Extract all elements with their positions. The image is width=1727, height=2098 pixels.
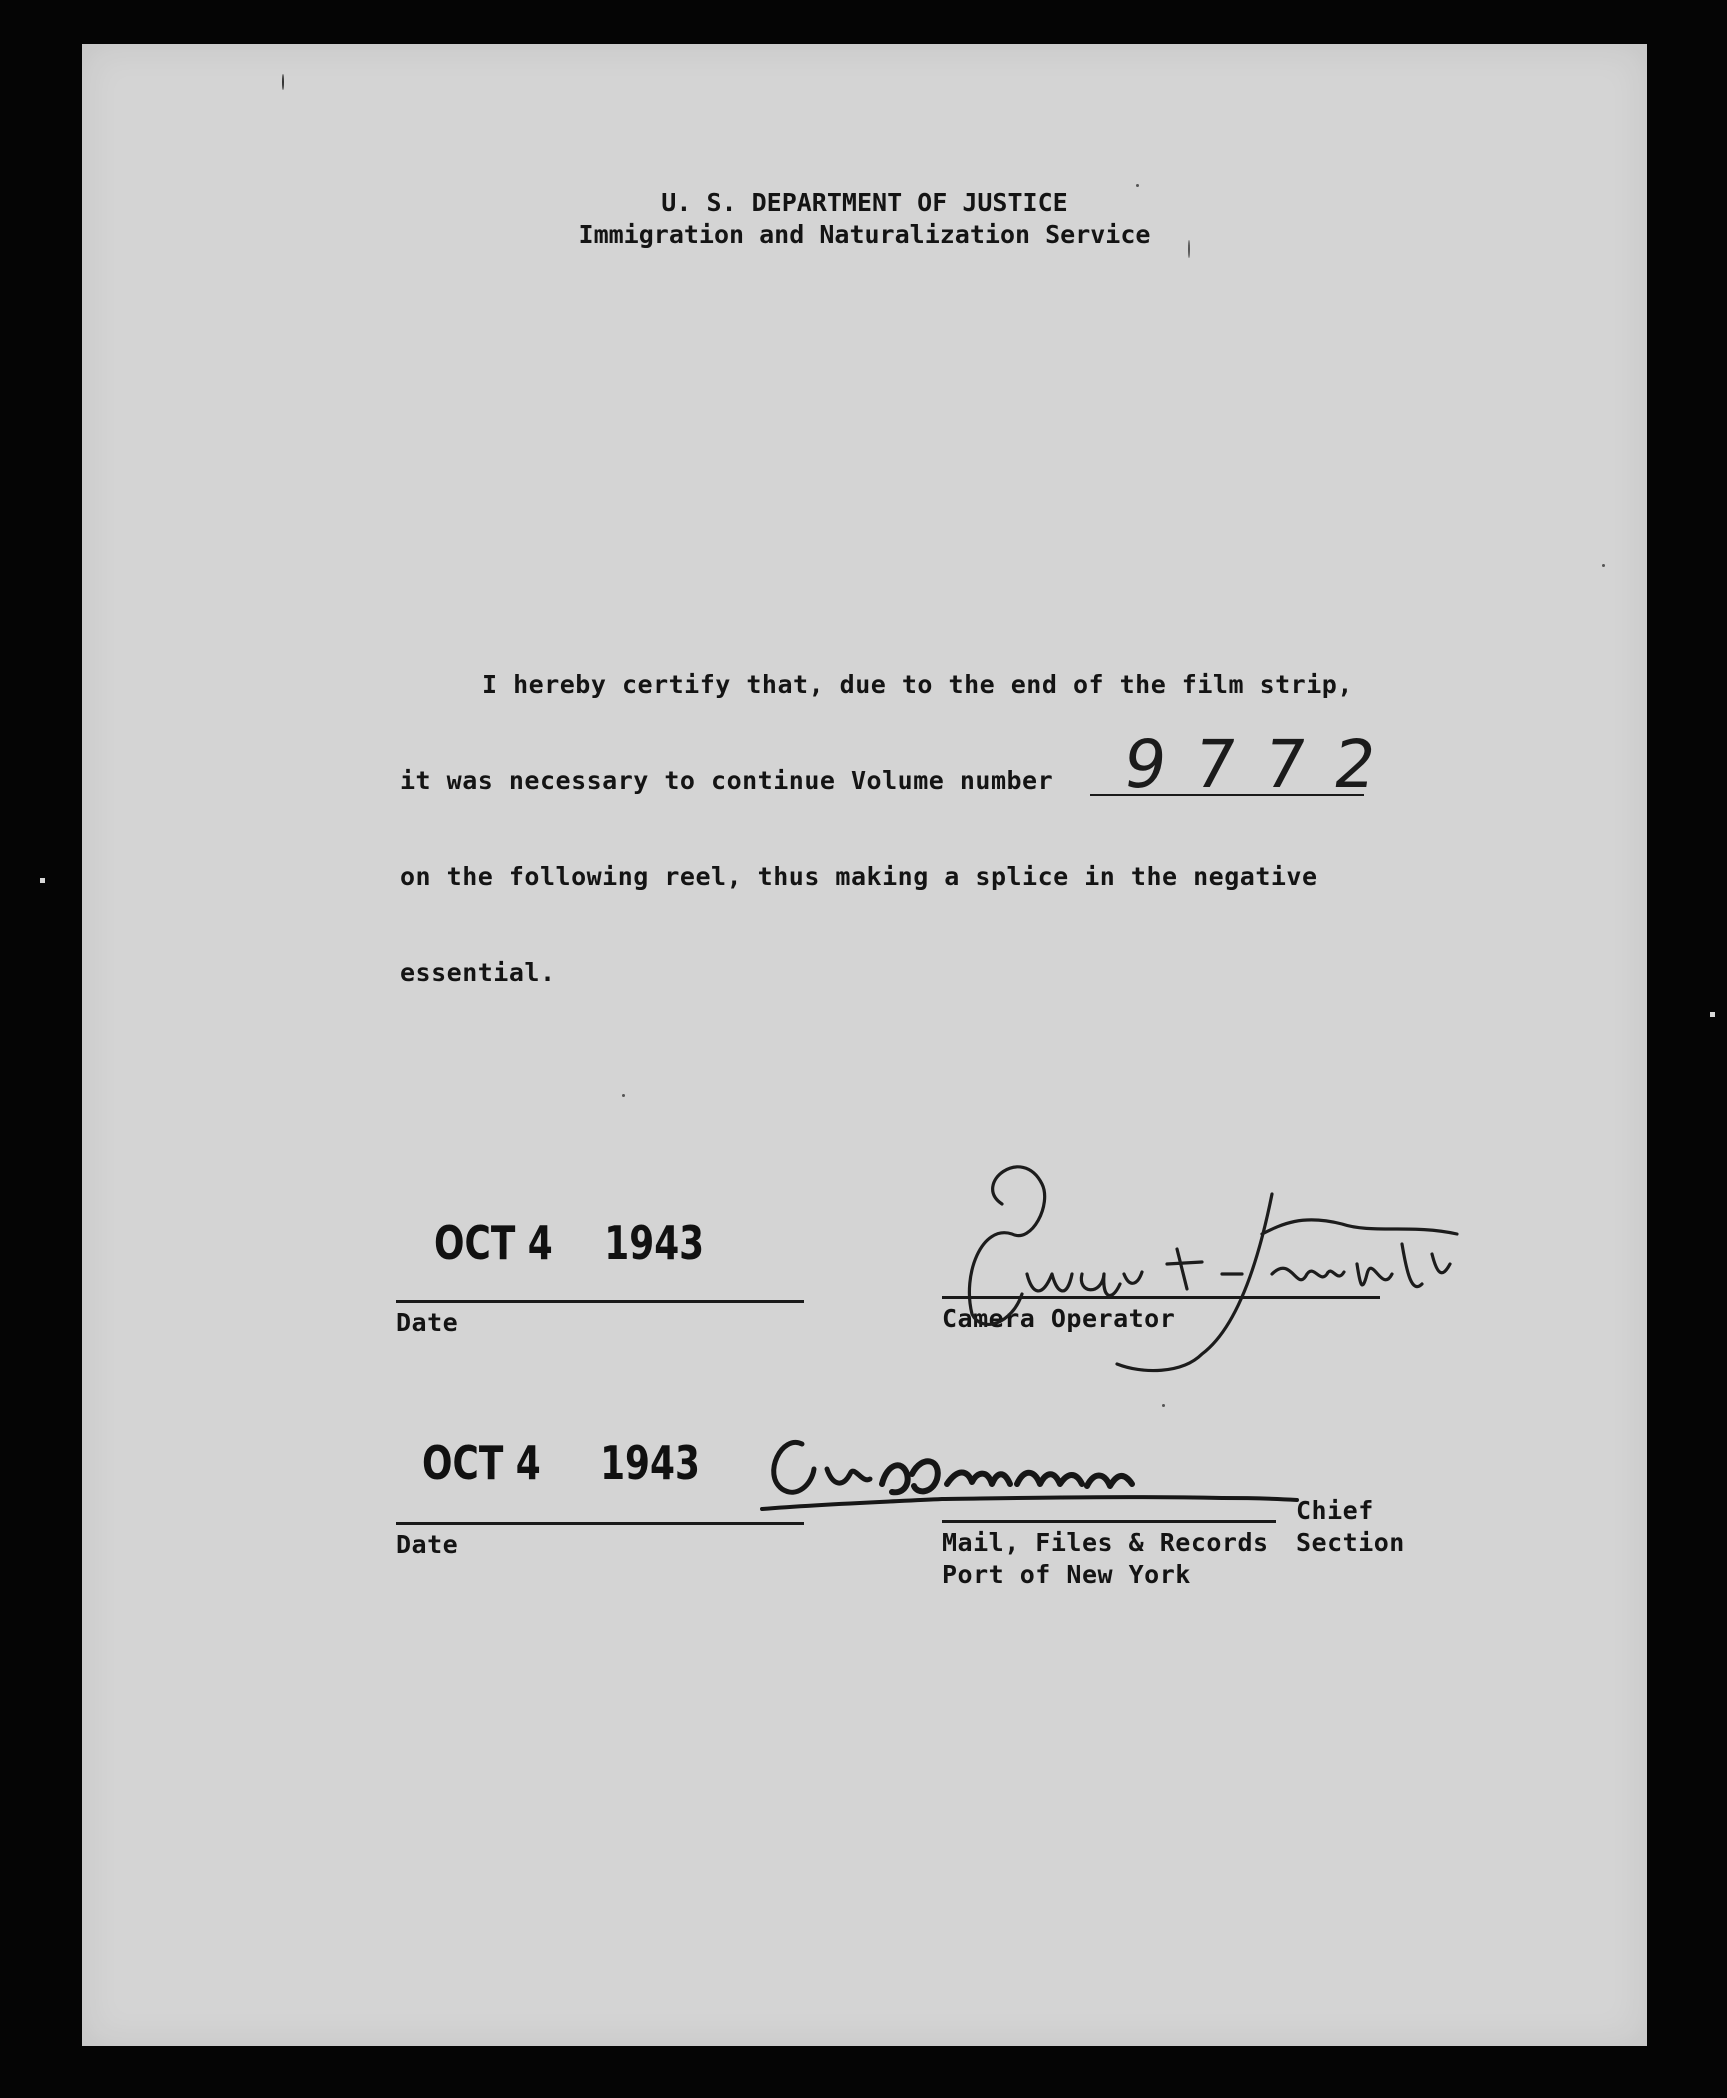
document-page — [82, 44, 1647, 2046]
office-line: Mail, Files & Records — [942, 1528, 1269, 1557]
date-stamp-2-month-day: OCT 4 — [422, 1436, 541, 1490]
section-label: Section — [1296, 1528, 1405, 1557]
date-stamp-2 — [422, 1436, 700, 1490]
frame-mark-left — [40, 878, 45, 883]
date-stamp-1 — [434, 1216, 705, 1270]
date-stamp-1-month-day: OCT 4 — [434, 1216, 553, 1270]
scan-speck — [622, 1094, 625, 1097]
date-stamp-2-year: 1943 — [600, 1436, 700, 1490]
port-line: Port of New York — [942, 1560, 1191, 1589]
date-stamp-1-year: 1943 — [604, 1216, 705, 1270]
frame-mark-right — [1710, 1012, 1715, 1017]
date-label-1: Date — [396, 1308, 459, 1337]
body-line-3: on the following reel, thus making a splice in the negative — [400, 862, 1318, 891]
scan-speck — [282, 74, 284, 90]
scan-speck — [1602, 564, 1605, 567]
date-line-1 — [396, 1300, 804, 1303]
chief-label: Chief — [1296, 1496, 1374, 1525]
letterhead-service: Immigration and Naturalization Service — [578, 220, 1151, 249]
scan-speck — [1162, 1404, 1165, 1407]
body-line-2: it was necessary to continue Volume number — [400, 766, 1054, 795]
letterhead-department: U. S. DEPARTMENT OF JUSTICE — [661, 188, 1068, 217]
camera-operator-signature — [942, 1124, 1462, 1404]
scan-speck — [1136, 184, 1139, 187]
volume-number-handwritten: 9772 — [1118, 726, 1410, 803]
camera-operator-label: Camera Operator — [942, 1304, 1176, 1333]
date-label-2: Date — [396, 1530, 459, 1559]
body-line-4: essential. — [400, 958, 556, 987]
scan-speck — [1188, 240, 1190, 258]
chief-signature — [742, 1414, 1302, 1534]
body-line-1: I hereby certify that, due to the end of the film strip, — [482, 670, 1353, 699]
